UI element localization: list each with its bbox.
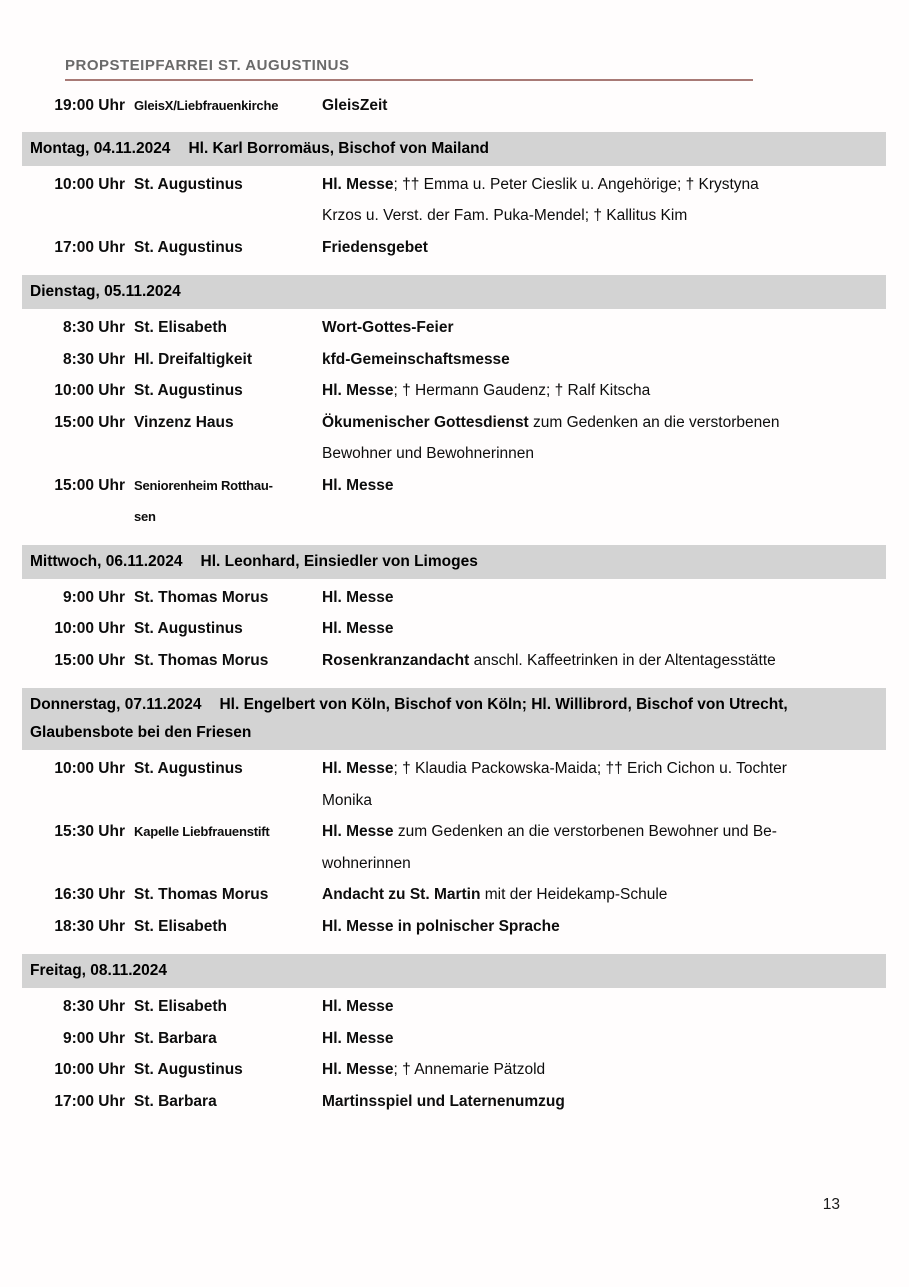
day-banner bbox=[22, 688, 886, 750]
row-location: Hl. Dreifaltigkeit bbox=[134, 350, 252, 368]
day-date: Freitag, 08.11.2024 bbox=[30, 962, 168, 979]
schedule-row bbox=[24, 1086, 886, 1118]
row-time: 15:00 Uhr bbox=[54, 651, 125, 669]
schedule-row bbox=[24, 344, 886, 376]
desc-line bbox=[322, 645, 886, 677]
row-location: St. Elisabeth bbox=[134, 998, 228, 1015]
row-time: 15:00 Uhr bbox=[54, 476, 125, 494]
desc-line bbox=[322, 169, 886, 201]
schedule-row bbox=[24, 879, 886, 911]
text-segment: ; †† Emma u. Peter Cieslik u. Angehörige; † Krystyna bbox=[393, 175, 759, 193]
row-description bbox=[322, 90, 886, 122]
row-description bbox=[322, 407, 886, 470]
parish-title: PROPSTEIPFARREI ST. AUGUSTINUS bbox=[65, 57, 350, 74]
row-location: St. Augustinus bbox=[134, 760, 243, 777]
day-rows bbox=[0, 990, 909, 1119]
day-section bbox=[0, 688, 909, 944]
row-location: St. Elisabeth bbox=[134, 319, 228, 336]
text-segment: zum Gedenken an die verstorbenen Bewohner und Be- bbox=[393, 823, 777, 840]
row-location: St. Barbara bbox=[134, 1092, 217, 1110]
row-description bbox=[322, 911, 886, 943]
schedule-row bbox=[24, 1054, 886, 1086]
row-time: 19:00 Uhr bbox=[54, 97, 125, 114]
row-description bbox=[322, 232, 886, 264]
row-location: St. Augustinus bbox=[134, 620, 243, 637]
row-time: 15:00 Uhr bbox=[54, 413, 125, 431]
desc-line bbox=[322, 470, 886, 502]
desc-line bbox=[322, 582, 886, 614]
desc-line bbox=[322, 848, 886, 880]
row-description bbox=[322, 879, 886, 911]
row-description bbox=[322, 344, 886, 376]
row-location: St. Thomas Morus bbox=[134, 651, 269, 669]
schedule-row bbox=[24, 911, 886, 943]
row-description bbox=[322, 613, 886, 645]
text-segment: anschl. Kaffeetrinken in der Altentagesstätte bbox=[469, 651, 776, 669]
row-location: St. Barbara bbox=[134, 1029, 217, 1047]
schedule-row bbox=[24, 232, 886, 264]
row-time: 15:30 Uhr bbox=[54, 823, 125, 840]
text-segment: ; † Hermann Gaudenz; † Ralf Kitscha bbox=[393, 382, 651, 399]
schedule-row bbox=[24, 90, 886, 122]
day-date: Dienstag, 05.11.2024 bbox=[30, 283, 181, 300]
row-description bbox=[322, 1054, 886, 1086]
day-banner bbox=[22, 132, 886, 166]
text-segment: Martinsspiel und Laternenumzug bbox=[322, 1092, 565, 1110]
row-location: St. Augustinus bbox=[134, 238, 243, 256]
desc-line bbox=[322, 407, 886, 439]
row-location: St. Elisabeth bbox=[134, 917, 228, 935]
row-time: 10:00 Uhr bbox=[54, 620, 125, 637]
schedule-row bbox=[24, 312, 886, 344]
schedule-row bbox=[24, 375, 886, 407]
row-location: St. Thomas Morus bbox=[134, 886, 269, 903]
row-time: 10:00 Uhr bbox=[54, 1061, 125, 1078]
row-location: St. Augustinus bbox=[134, 175, 243, 193]
text-segment: Krzos u. Verst. der Fam. Puka-Mendel; † Kallitus Kim bbox=[322, 207, 688, 224]
day-section bbox=[0, 954, 909, 1119]
day-subtitle: Hl. Leonhard, Einsiedler von Limoges bbox=[200, 552, 478, 570]
day-rows bbox=[0, 752, 909, 944]
text-segment: Hl. Messe bbox=[322, 476, 394, 494]
text-segment: wohnerinnen bbox=[322, 854, 411, 872]
text-segment: Hl. Messe bbox=[322, 1029, 394, 1047]
schedule bbox=[0, 132, 909, 1120]
row-description bbox=[322, 1023, 886, 1055]
row-description bbox=[322, 991, 886, 1023]
desc-line bbox=[322, 816, 886, 848]
row-description bbox=[322, 169, 886, 232]
row-time: 8:30 Uhr bbox=[62, 319, 125, 336]
row-time: 16:30 Uhr bbox=[54, 886, 125, 903]
row-description bbox=[322, 582, 886, 614]
row-location: St. Thomas Morus bbox=[134, 588, 269, 606]
desc-line bbox=[322, 911, 886, 943]
day-rows bbox=[0, 581, 909, 679]
text-segment: Ökumenischer Gottesdienst bbox=[322, 413, 529, 431]
row-location: St. Augustinus bbox=[134, 382, 243, 399]
desc-line bbox=[322, 753, 886, 785]
text-segment: Bewohner und Bewohnerinnen bbox=[322, 445, 534, 462]
row-time: 9:00 Uhr bbox=[62, 1029, 125, 1047]
row-time: 10:00 Uhr bbox=[54, 760, 125, 777]
text-segment: Hl. Messe bbox=[322, 998, 394, 1015]
text-segment: Rosenkranzandacht bbox=[322, 651, 470, 669]
desc-line bbox=[322, 879, 886, 911]
row-time: 9:00 Uhr bbox=[62, 588, 125, 606]
text-segment: Hl. Messe bbox=[322, 620, 394, 637]
row-time: 10:00 Uhr bbox=[54, 175, 125, 193]
text-segment: Hl. Messe bbox=[322, 175, 394, 193]
text-segment: ; † Annemarie Pätzold bbox=[393, 1061, 546, 1078]
text-segment: zum Gedenken an die verstorbenen bbox=[528, 413, 780, 431]
parish-header bbox=[65, 57, 753, 81]
text-segment: Andacht zu St. Martin bbox=[322, 886, 481, 903]
schedule-row bbox=[24, 991, 886, 1023]
schedule-row bbox=[24, 470, 886, 533]
schedule-row bbox=[24, 753, 886, 816]
row-location: Seniorenheim Rotthau- sen bbox=[134, 477, 273, 524]
day-banner bbox=[22, 275, 886, 309]
day-date: Montag, 04.11.2024 bbox=[30, 139, 171, 157]
schedule-row bbox=[24, 169, 886, 232]
text-segment: Friedensgebet bbox=[322, 238, 428, 256]
text-segment: Wort-Gottes-Feier bbox=[322, 319, 454, 336]
desc-line bbox=[322, 200, 886, 232]
day-date: Donnerstag, 07.11.2024 bbox=[30, 696, 202, 713]
desc-line bbox=[322, 1023, 886, 1055]
day-section bbox=[0, 275, 909, 535]
day-banner bbox=[22, 954, 886, 988]
text-segment: mit der Heidekamp-Schule bbox=[480, 886, 668, 903]
row-description bbox=[322, 312, 886, 344]
text-segment: Hl. Messe bbox=[322, 382, 394, 399]
row-description bbox=[322, 753, 886, 816]
leading-rows bbox=[0, 90, 909, 122]
row-description bbox=[322, 470, 886, 502]
row-description bbox=[322, 375, 886, 407]
row-description bbox=[322, 645, 886, 677]
day-date: Mittwoch, 06.11.2024 bbox=[30, 552, 183, 570]
schedule-row bbox=[24, 816, 886, 879]
desc-line bbox=[322, 1086, 886, 1118]
desc-line bbox=[322, 232, 886, 264]
row-description bbox=[322, 1086, 886, 1118]
text-segment: kfd-Gemeinschaftsmesse bbox=[322, 350, 510, 368]
desc-line bbox=[322, 438, 886, 470]
row-time: 10:00 Uhr bbox=[54, 382, 125, 399]
day-banner bbox=[22, 545, 886, 579]
desc-line bbox=[322, 312, 886, 344]
row-time: 8:30 Uhr bbox=[62, 998, 125, 1015]
schedule-row bbox=[24, 613, 886, 645]
desc-line bbox=[322, 344, 886, 376]
text-segment: Hl. Messe bbox=[322, 760, 394, 777]
day-rows bbox=[0, 311, 909, 535]
day-subtitle: Hl. Engelbert von Köln, Bischof von Köln; Hl. Willibrord, Bischof von Utrecht, Glaubensbote bei den Friesen bbox=[30, 696, 788, 741]
desc-line bbox=[322, 785, 886, 817]
day-section bbox=[0, 132, 909, 266]
desc-line bbox=[322, 375, 886, 407]
schedule-row bbox=[24, 1023, 886, 1055]
day-rows bbox=[0, 168, 909, 266]
row-time: 18:30 Uhr bbox=[54, 917, 125, 935]
desc-line bbox=[322, 613, 886, 645]
row-location: St. Augustinus bbox=[134, 1061, 243, 1078]
text-segment: Hl. Messe in polnischer Sprache bbox=[322, 917, 560, 935]
text-segment: Hl. Messe bbox=[322, 588, 394, 606]
text-segment: Hl. Messe bbox=[322, 823, 394, 840]
row-location: GleisX/Liebfrauenkirche bbox=[134, 98, 279, 113]
row-time: 17:00 Uhr bbox=[54, 238, 125, 256]
desc-line bbox=[322, 1054, 886, 1086]
row-time: 8:30 Uhr bbox=[62, 350, 125, 368]
row-time: 17:00 Uhr bbox=[54, 1092, 125, 1110]
day-section bbox=[0, 545, 909, 679]
schedule-row bbox=[24, 645, 886, 677]
schedule-row bbox=[24, 582, 886, 614]
row-location: Vinzenz Haus bbox=[134, 413, 234, 431]
day-subtitle: Hl. Karl Borromäus, Bischof von Mailand bbox=[188, 139, 490, 157]
page-number: 13 bbox=[822, 1196, 840, 1213]
text-segment: Hl. Messe bbox=[322, 1061, 394, 1078]
row-location: Kapelle Liebfrauenstift bbox=[134, 824, 270, 839]
text-segment: GleisZeit bbox=[322, 97, 388, 114]
row-description bbox=[322, 816, 886, 879]
text-segment: Monika bbox=[322, 791, 372, 809]
desc-line bbox=[322, 991, 886, 1023]
text-segment: ; † Klaudia Packowska-Maida; †† Erich Cichon u. Tochter bbox=[393, 760, 787, 777]
schedule-row bbox=[24, 407, 886, 470]
desc-line bbox=[322, 90, 886, 122]
